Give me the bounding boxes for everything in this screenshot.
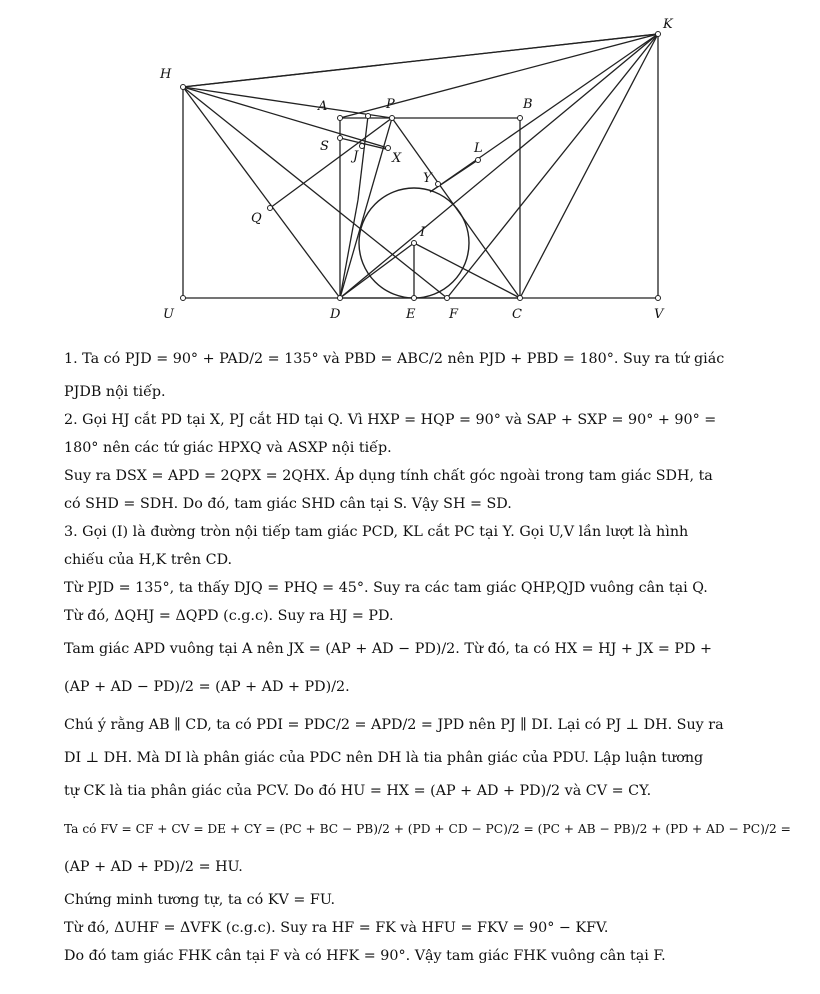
proof-line: Chú ý rằng AB ∥ CD, ta có PDI = PDC/2 = APD/2 = JPD nên PJ ∥ DI. Lại có PJ ⊥ DH. Suy ra bbox=[64, 717, 724, 733]
segment-ly bbox=[430, 160, 478, 192]
proof-line: Từ đó, ΔUHF = ΔVFK (c.g.c). Suy ra HF = FK và HFU = FKV = 90° − KFV. bbox=[64, 920, 609, 936]
label-k: K bbox=[663, 17, 673, 32]
segment-ky bbox=[430, 34, 658, 192]
geometry-figure bbox=[0, 0, 820, 330]
proof-line: (AP + AD − PD)/2 = (AP + AD + PD)/2. bbox=[64, 679, 350, 695]
proof-line: Chứng minh tương tự, ta có KV = FU. bbox=[64, 892, 336, 908]
proof-line: 180° nên các tứ giác HPXQ và ASXP nội tiếp. bbox=[64, 440, 392, 456]
point-k bbox=[656, 32, 661, 37]
proof-line: PJDB nội tiếp. bbox=[64, 384, 166, 400]
label-y: Y bbox=[423, 171, 432, 186]
point-c bbox=[518, 296, 523, 301]
point-i bbox=[412, 241, 417, 246]
label-h: H bbox=[160, 67, 172, 82]
proof-line: 3. Gọi (I) là đường tròn nội tiếp tam giác PCD, KL cắt PC tại Y. Gọi U,V lần lượt là hình bbox=[64, 524, 689, 540]
segment-hk bbox=[183, 34, 658, 87]
segment-di bbox=[340, 243, 414, 298]
segment-ic bbox=[414, 243, 520, 298]
segment-kd bbox=[340, 34, 658, 298]
proof-text bbox=[64, 340, 804, 970]
point-v bbox=[656, 296, 661, 301]
point-d bbox=[338, 296, 343, 301]
proof-line: 2. Gọi HJ cắt PD tại X, PJ cắt HD tại Q. Vì HXP = HQP = 90° và SAP + SXP = 90° + 90° = bbox=[64, 412, 717, 428]
point-l bbox=[476, 158, 481, 163]
label-s: S bbox=[320, 139, 329, 154]
label-f: F bbox=[449, 307, 459, 322]
label-l: L bbox=[474, 141, 483, 156]
segment-hp bbox=[183, 87, 392, 118]
label-i: I bbox=[420, 225, 426, 240]
label-b: B bbox=[523, 97, 533, 112]
label-e: E bbox=[406, 307, 416, 322]
proof-line: Do đó tam giác FHK cân tại F và có HFK = 90°. Vậy tam giác FHK vuông cân tại F. bbox=[64, 948, 666, 964]
proof-line: Ta có FV = CF + CV = DE + CY = (PC + BC − PB)/2 + (PD + CD − PC)/2 = (PC + AB − PB)/2 + (PD + AD − PC)/2 = bbox=[64, 822, 791, 836]
point-x bbox=[386, 146, 391, 151]
point-h bbox=[181, 85, 186, 90]
label-u: U bbox=[163, 307, 174, 322]
proof-line: có SHD = SDH. Do đó, tam giác SHD cân tại S. Vậy SH = SD. bbox=[64, 496, 512, 512]
point-y bbox=[436, 182, 441, 187]
hukv-rectangle bbox=[183, 34, 658, 298]
label-x: X bbox=[392, 151, 402, 166]
label-j: J bbox=[353, 149, 359, 164]
proof-line: tự CK là tia phân giác của PCV. Do đó HU = HX = (AP + AD + PD)/2 và CV = CY. bbox=[64, 783, 652, 799]
point-q bbox=[268, 206, 273, 211]
proof-line: 1. Ta có PJD = 90° + PAD/2 = 135° và PBD = ABC/2 nên PJD + PBD = 180°. Suy ra tứ giác bbox=[64, 351, 725, 367]
label-c: C bbox=[512, 307, 522, 322]
point-u bbox=[181, 296, 186, 301]
proof-line: Tam giác APD vuông tại A nên JX = (AP + AD − PD)/2. Từ đó, ta có HX = HJ + JX = PD + bbox=[64, 641, 713, 657]
point-j bbox=[360, 144, 365, 149]
point-e bbox=[412, 296, 417, 301]
point-b bbox=[518, 116, 523, 121]
label-p: P bbox=[386, 97, 395, 112]
label-v: V bbox=[654, 307, 664, 322]
label-q: Q bbox=[251, 211, 262, 226]
point-p bbox=[390, 116, 395, 121]
proof-line: Suy ra DSX = APD = 2QPX = 2QHX. Áp dụng tính chất góc ngoài trong tam giác SDH, ta bbox=[64, 468, 713, 484]
proof-line: Từ PJD = 135°, ta thấy DJQ = PHQ = 45°. Suy ra các tam giác QHP,QJD vuông cân tại Q. bbox=[64, 580, 708, 596]
label-a: A bbox=[318, 99, 328, 114]
point-f bbox=[445, 296, 450, 301]
label-d: D bbox=[330, 307, 341, 322]
proof-line: Từ đó, ΔQHJ = ΔQPD (c.g.c). Suy ra HJ = PD. bbox=[64, 608, 394, 624]
proof-line: DI ⊥ DH. Mà DI là phân giác của PDC nên DH là tia phân giác của PDU. Lập luận tương bbox=[64, 750, 704, 766]
point-top bbox=[366, 114, 371, 119]
point-a bbox=[338, 116, 343, 121]
point-s bbox=[338, 136, 343, 141]
segment-hd bbox=[183, 87, 340, 298]
segment-ju bbox=[358, 116, 368, 200]
proof-line: (AP + AD + PD)/2 = HU. bbox=[64, 859, 243, 875]
proof-line: chiếu của H,K trên CD. bbox=[64, 552, 233, 568]
segment-kf bbox=[447, 34, 658, 298]
segment-kc bbox=[520, 34, 658, 298]
